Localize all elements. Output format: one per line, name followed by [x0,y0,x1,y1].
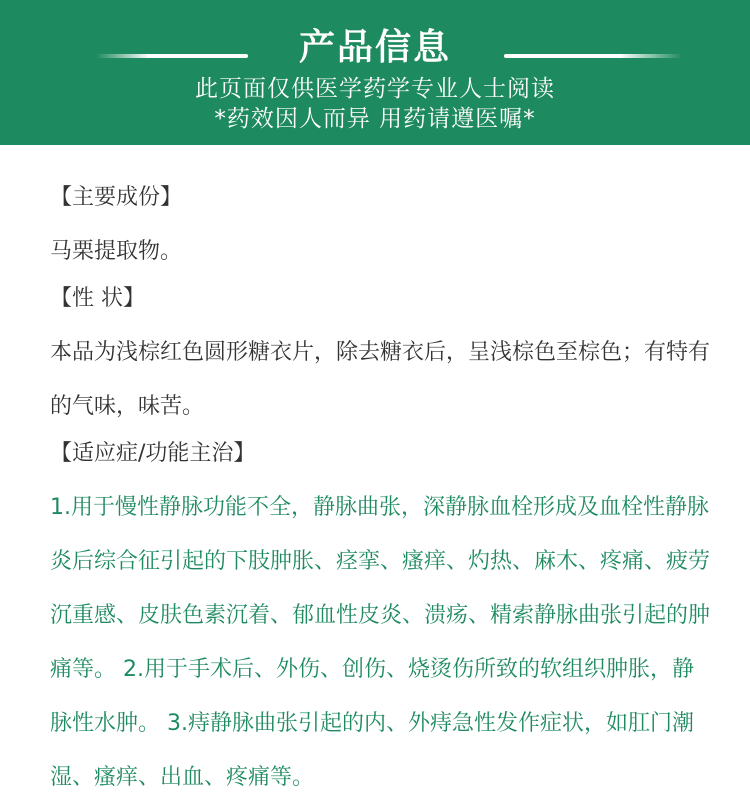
properties-text: 本品为浅棕红色圆形糖衣片，除去糖衣后，呈浅棕色至棕色；有特有的气味，味苦。 [50,340,711,419]
page-title: 产品信息 [298,27,451,68]
ingredients-text: 马栗提取物。 [50,239,183,264]
product-info-content [50,178,710,805]
ingredients-heading: 【主要成份】 [50,185,183,210]
properties-heading: 【性 状】 [50,286,145,311]
professional-notice: 此页面仅供医学药学专业人士阅读 [195,76,555,102]
indications-text: 1.用于慢性静脉功能不全，静脉曲张，深静脉血栓形成及血栓性静脉炎后综合征引起的下肢肿胀、痉挛、瘙痒、灼热、麻木、疼痛、疲劳沉重感、皮肤色素沉着、郁血性皮炎、溃疡、精索静脉曲张引起的肿痛等。 2.用于手术后、外伤、创伤、烧烫伤所致的软组织肿胀，静脉性水肿。 3.痔静脉曲张引起的内、外痔急性发作症状，如肛门潮湿、瘙痒、出血、疼痛等。 [50,495,711,790]
indications-heading: 【适应症/功能主治】 [50,441,256,466]
medical-advice-notice: *药效因人而异 用药请遵医嘱* [214,106,536,132]
title-row [0,22,750,74]
header-banner [0,0,750,145]
